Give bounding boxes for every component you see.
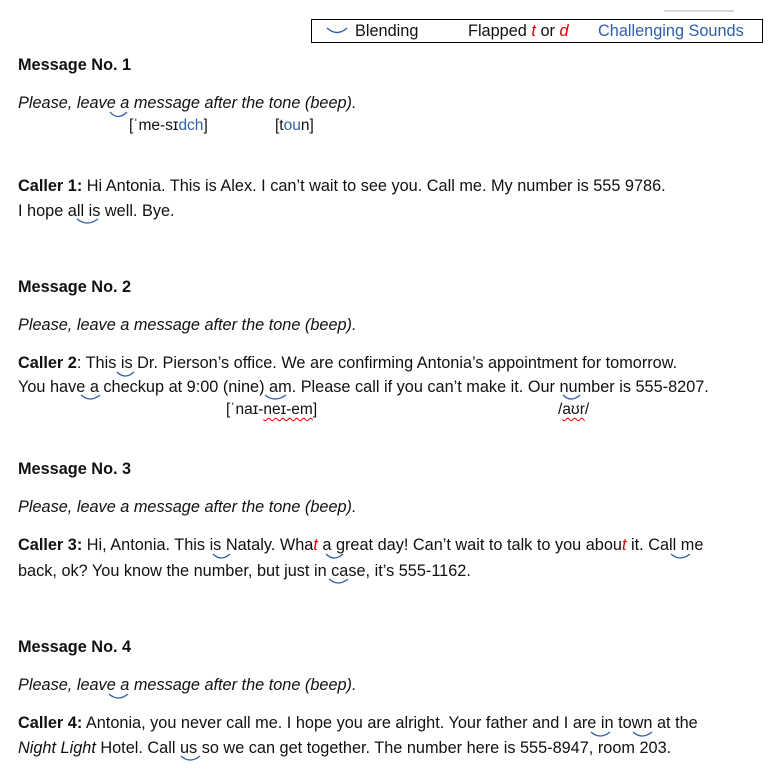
- message-2-prompt: Please, leave a message after the tone (beep).: [18, 316, 357, 334]
- blend-arc: [109, 110, 129, 122]
- ipa-nine: [ˈnaɪ-neɪ-em]: [226, 401, 318, 418]
- blend-arc: [80, 393, 102, 403]
- caller-1-line-2: I hope all is well. Bye.: [18, 202, 175, 220]
- message-3-prompt: Please, leave a message after the tone (beep).: [18, 498, 357, 516]
- blending-arc-icon: [326, 23, 348, 42]
- blend-arc: [328, 577, 350, 587]
- ipa-tone: [toun]: [275, 117, 314, 134]
- caller-3-line-2: back, ok? You know the number, but just in case, it’s 555-1162.: [18, 562, 471, 580]
- blend-arc: [325, 552, 345, 562]
- caller-3-line-1: Caller 3: Hi, Antonia. This is Nataly. What a great day! Can’t wait to talk to you about it. Call me: [18, 536, 704, 554]
- message-1-heading: Message No. 1: [18, 56, 132, 74]
- caller-2-line-2: You have a checkup at 9:00 (nine) am. Please call if you can’t make it. Our number is 555-8207.: [18, 378, 709, 396]
- caller-4-line-2: Night Light Hotel. Call us so we can get together. The number here is 555-8947, room 203.: [18, 739, 672, 757]
- ipa-message: [ˈme-sɪdch]: [129, 117, 208, 134]
- caller-4-line-1: Caller 4: Antonia, you never call me. I hope you are alright. Your father and I are in town at the: [18, 714, 698, 732]
- logo: [664, 0, 734, 4]
- message-2-heading: Message No. 2: [18, 278, 132, 296]
- legend-box: [311, 19, 763, 43]
- legend-flapped: Flapped t or d: [468, 22, 569, 40]
- blend-arc: [212, 552, 232, 562]
- blend-arc: [180, 754, 202, 764]
- message-3-heading: Message No. 3: [18, 460, 132, 478]
- message-1-prompt: Please, leave a message after the tone (beep).: [18, 94, 357, 112]
- blend-arc: [670, 552, 692, 562]
- ipa-our: /aʊr/: [558, 401, 590, 418]
- message-4-heading: Message No. 4: [18, 638, 132, 656]
- message-4-prompt: Please, leave a message after the tone (beep).: [18, 676, 357, 694]
- blend-arc: [76, 217, 100, 227]
- legend-blending: Blending: [355, 22, 419, 40]
- blend-arc: [108, 692, 130, 702]
- caller-2-line-1: Caller 2: This is Dr. Pierson’s office. We are confirming Antonia’s appointment for tomorrow.: [18, 354, 678, 372]
- legend-challenging-sounds: Challenging Sounds: [598, 22, 744, 40]
- caller-1-line-1: Caller 1: Hi Antonia. This is Alex. I can’t wait to see you. Call me. My number is 555 9786.: [18, 177, 666, 195]
